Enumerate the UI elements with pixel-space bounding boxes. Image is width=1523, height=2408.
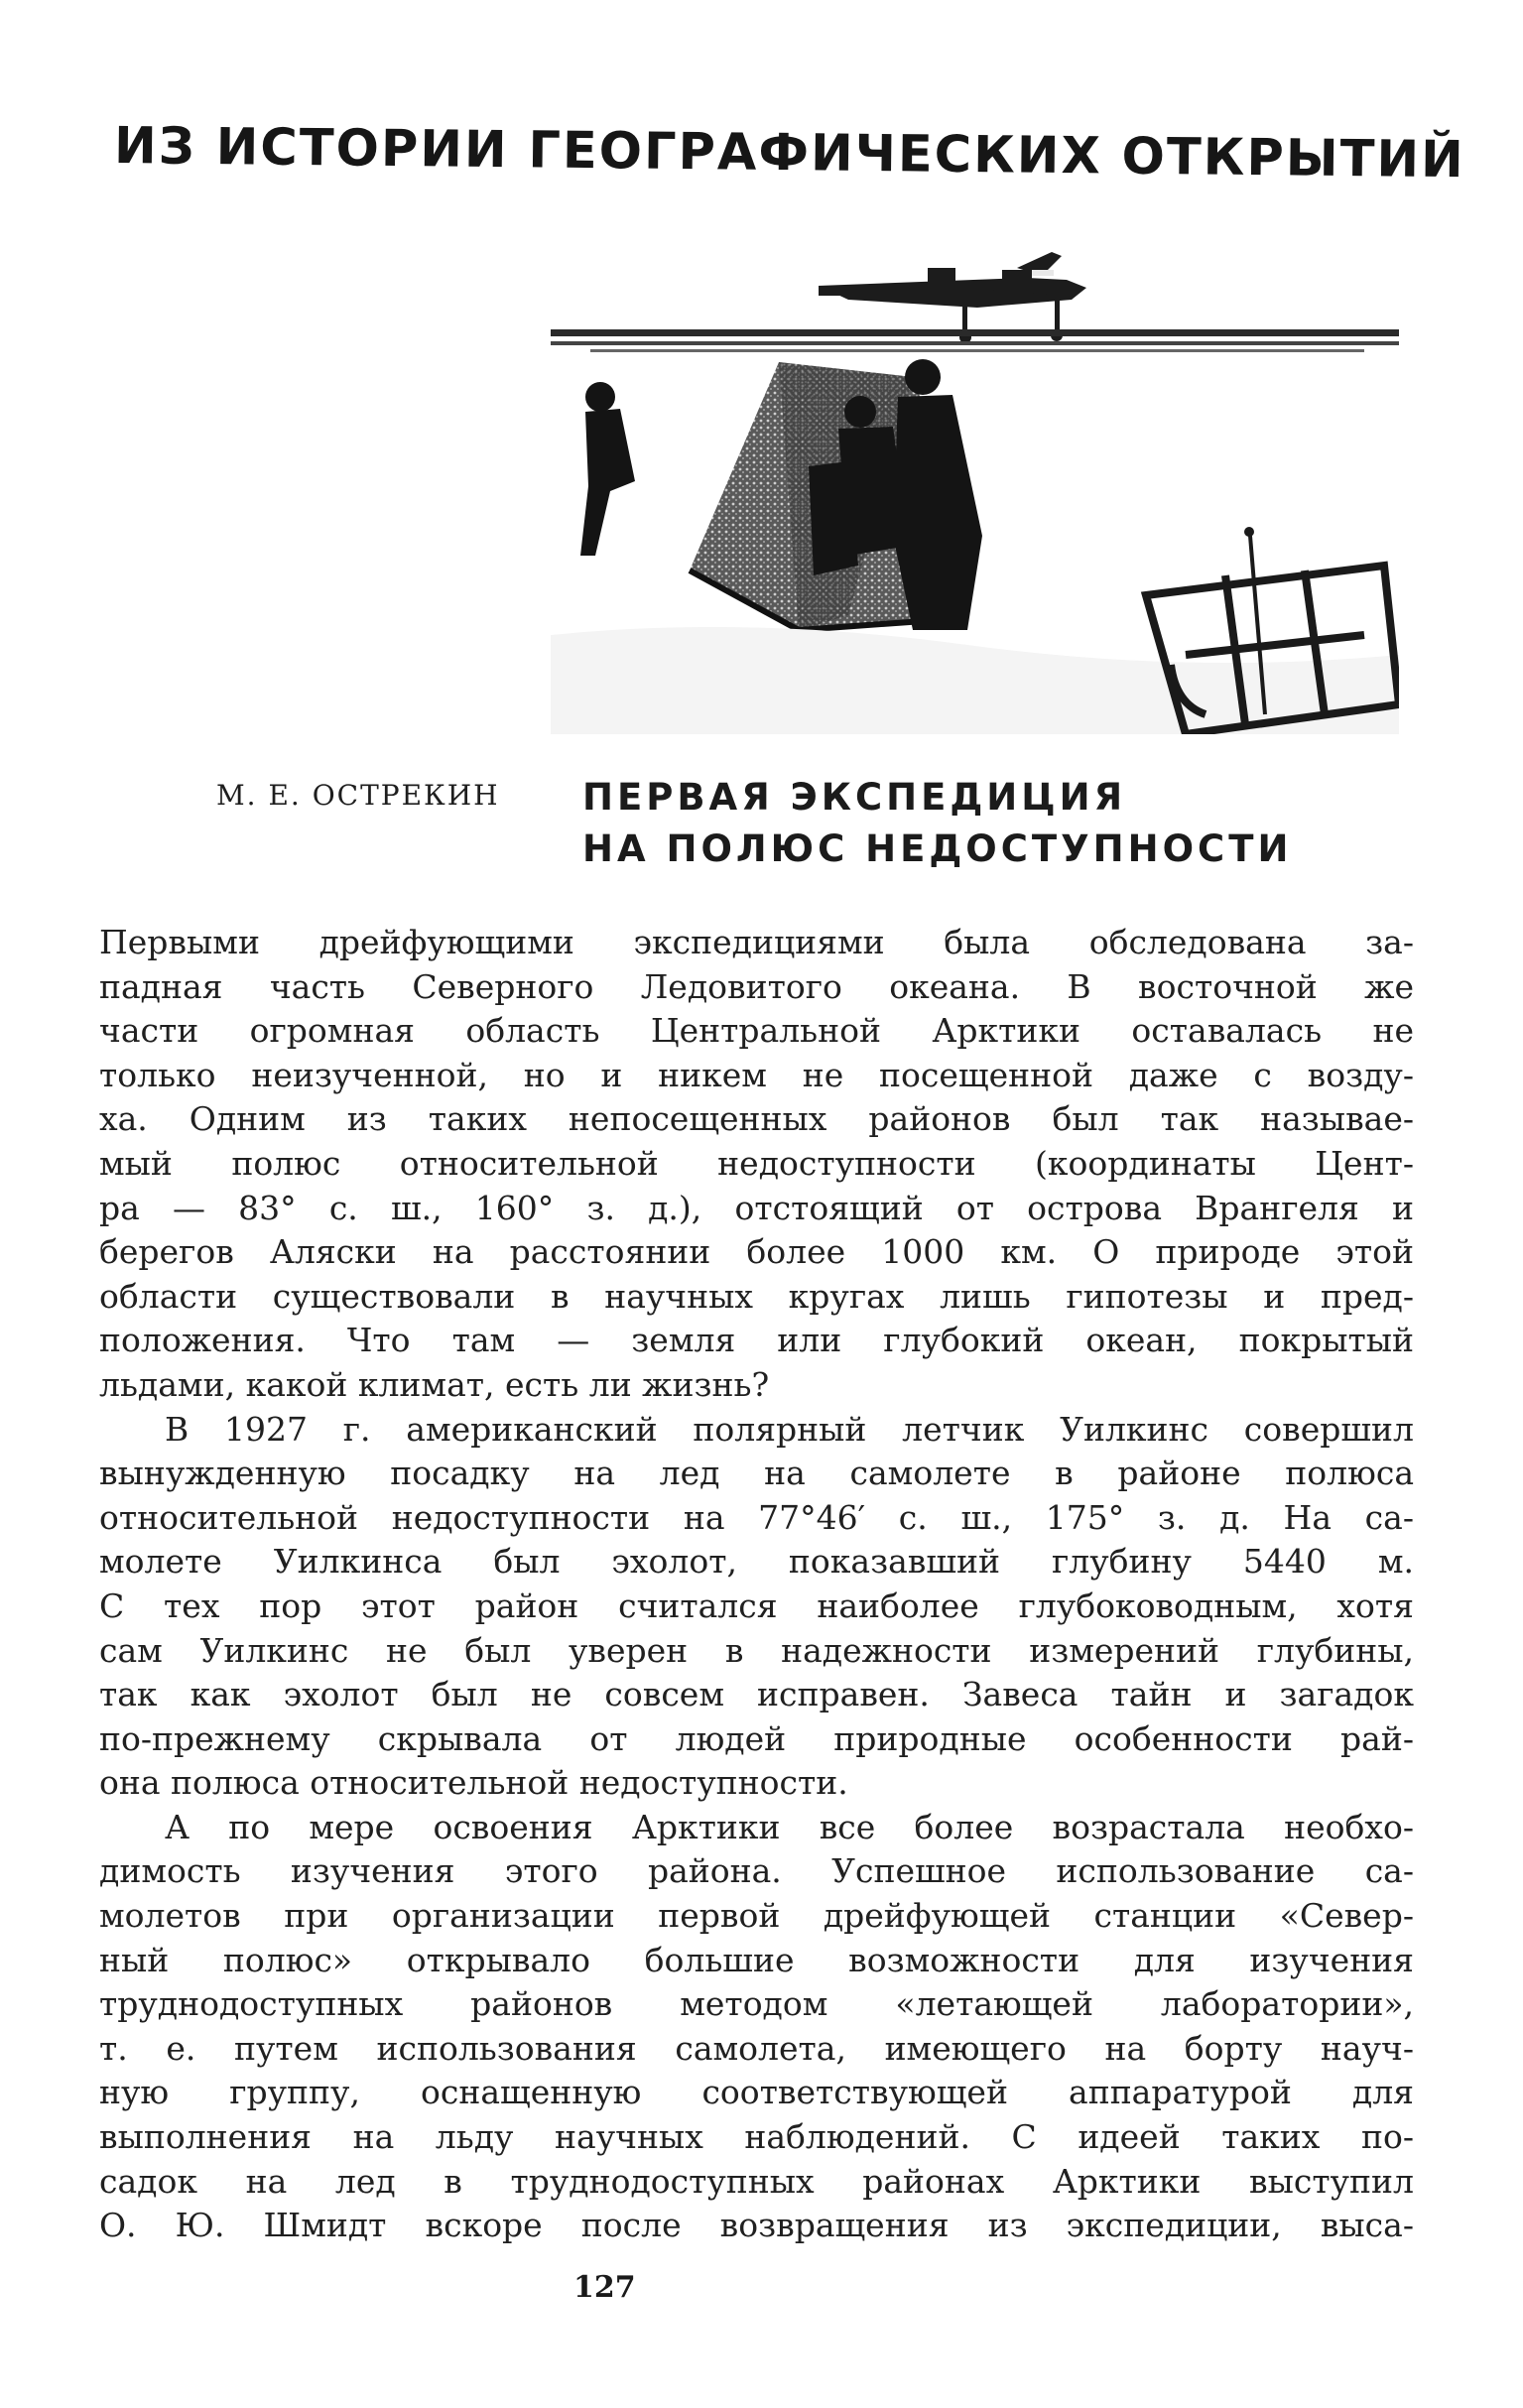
text-line: садок на лед в труднодоступных районах Арктики выступил <box>99 2161 1414 2201</box>
text-line: молетов при организации первой дрейфующей станции «Север- <box>99 1896 1414 1936</box>
text-line: ра — 83° с. ш., 160° з. д.), отстоящий от острова Врангеля и <box>99 1188 1414 1227</box>
text-line: льдами, какой климат, есть ли жизнь? <box>99 1364 770 1404</box>
text-line: так как эхолот был не совсем исправен. Завеса тайн и загадок <box>99 1675 1414 1714</box>
text-line: ный полюс» открывало большие возможности для изучения <box>99 1940 1414 1979</box>
arctic-camp-illustration <box>551 238 1399 734</box>
text-line: выполнения на льду научных наблюдений. С идеей таких по- <box>99 2117 1414 2157</box>
text-line: димость изучения этого района. Успешное использование са- <box>99 1851 1414 1891</box>
text-line: молете Уилкинса был эхолот, показавший глубину 5440 м. <box>99 1542 1414 1582</box>
text-line: положения. Что там — земля или глубокий океан, покрытый <box>99 1321 1414 1360</box>
article-body <box>99 921 1414 2248</box>
text-line: берегов Аляски на расстоянии более 1000 км. О природе этой <box>99 1232 1414 1272</box>
text-line: С тех пор этот район считался наиболее глубоководным, хотя <box>99 1585 1414 1625</box>
text-line: ную группу, оснащенную соответствующей аппаратурой для <box>99 2073 1414 2112</box>
page-number: 127 <box>573 2270 636 2305</box>
article-title-line: ПЕРВАЯ ЭКСПЕДИЦИЯ <box>582 776 1127 819</box>
text-line: она полюса относительной недоступности. <box>99 1763 848 1803</box>
text-line: А по мере освоения Арктики все более возрастала необхо- <box>165 1807 1414 1846</box>
text-line: части огромная область Центральной Арктики оставалась не <box>99 1011 1414 1051</box>
text-line: О. Ю. Шмидт вскоре после возвращения из экспедиции, выса- <box>99 2206 1414 2245</box>
text-line: В 1927 г. американский полярный летчик Уилкинс совершил <box>165 1409 1414 1449</box>
article-title-line: НА ПОЛЮС НЕДОСТУПНОСТИ <box>582 827 1293 870</box>
author-name: М. Е. ОСТРЕКИН <box>216 779 500 812</box>
text-line: по-прежнему скрывала от людей природные особенности рай- <box>99 1718 1414 1758</box>
text-line: вынужденную посадку на лед на самолете в районе полюса <box>99 1454 1414 1493</box>
article-title <box>582 772 1376 875</box>
text-line: падная часть Северного Ледовитого океана. В восточной же <box>99 966 1414 1006</box>
text-line: области существовали в научных кругах лишь гипотезы и пред- <box>99 1276 1414 1316</box>
text-line: мый полюс относительной недоступности (координаты Цент- <box>99 1143 1414 1183</box>
text-line: сам Уилкинс не был уверен в надежности измерений глубины, <box>99 1630 1414 1670</box>
text-line: т. е. путем использования самолета, имеющего на борту науч- <box>99 2028 1414 2068</box>
text-line: ха. Одним из таких непосещенных районов был так называе- <box>99 1099 1414 1139</box>
text-line: Первыми дрейфующими экспедициями была обследована за- <box>99 923 1414 961</box>
text-line: труднодоступных районов методом «летающей лаборатории», <box>99 1984 1414 2024</box>
section-heading: ИЗ ИСТОРИИ ГЕОГРАФИЧЕСКИХ ОТКРЫТИЙ <box>113 117 1466 190</box>
text-line: только неизученной, но и никем не посещенной даже с возду- <box>99 1055 1414 1094</box>
text-line: относительной недоступности на 77°46′ с. ш., 175° з. д. На са- <box>99 1497 1414 1537</box>
